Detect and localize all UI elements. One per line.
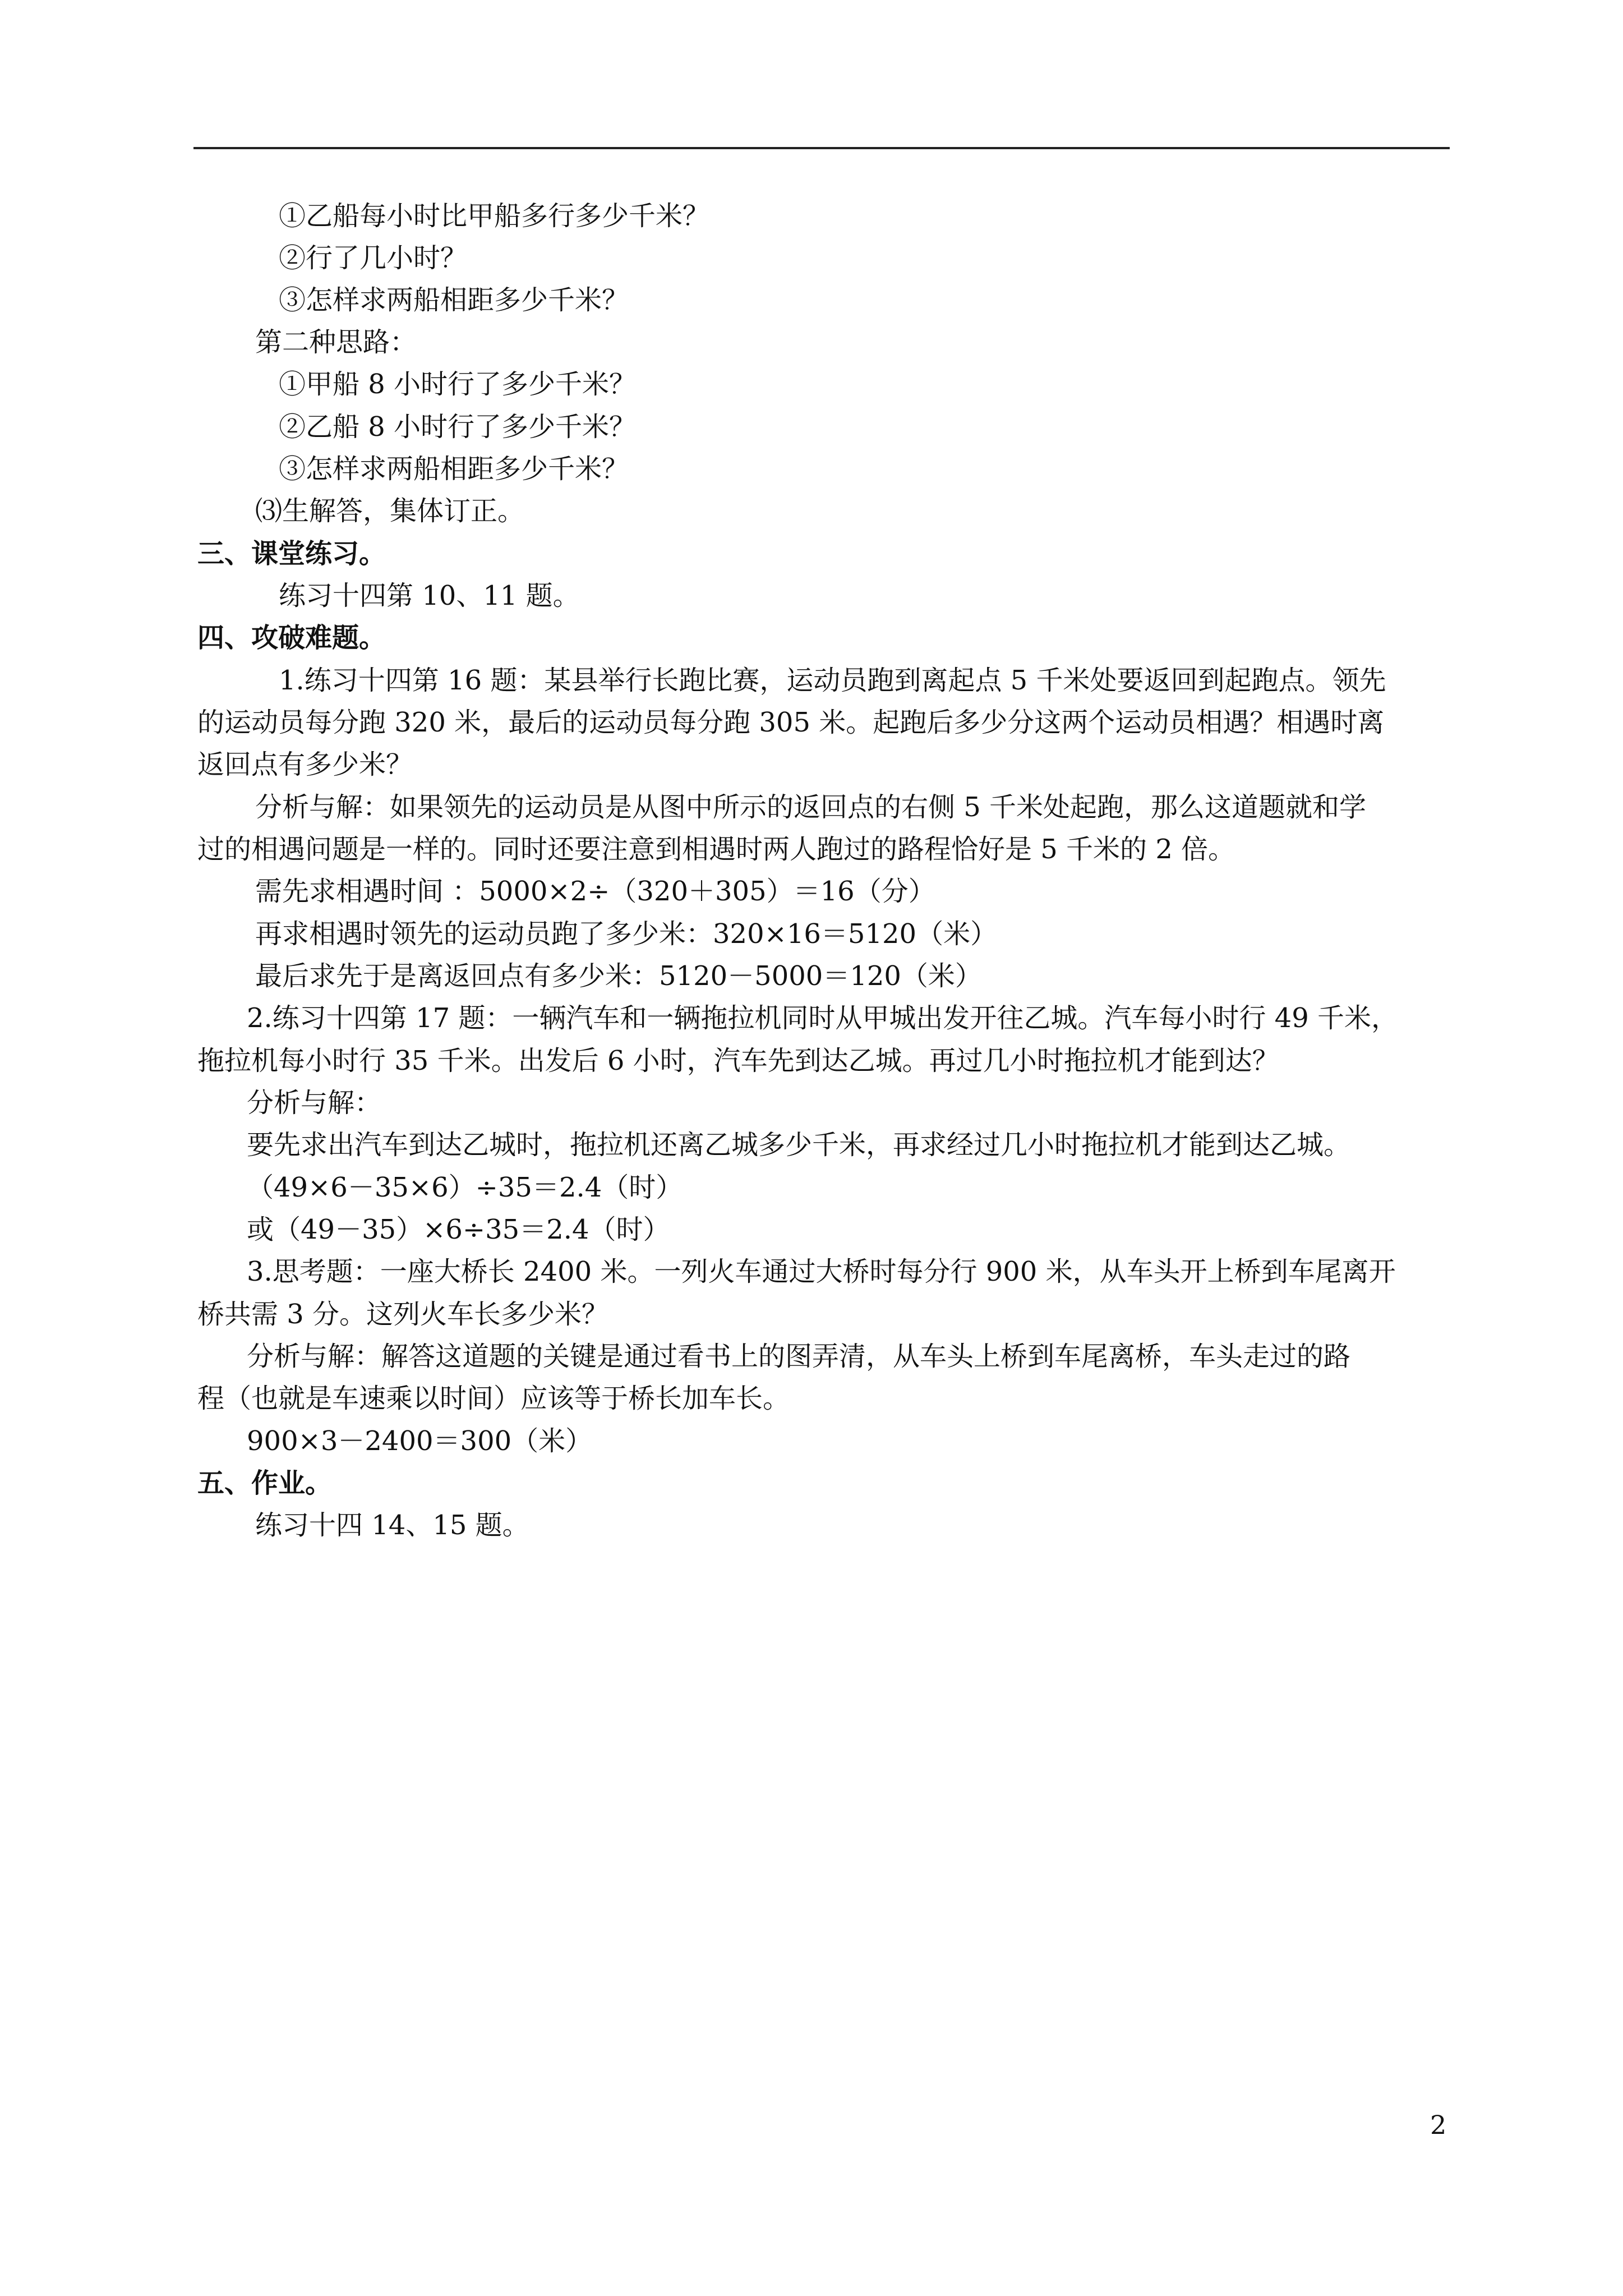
formula-line: 再求相遇时领先的运动员跑了多少米：320×16＝5120（米） bbox=[255, 918, 998, 950]
section-heading: 五、作业。 bbox=[197, 1467, 333, 1499]
text-line: 分析与解：如果领先的运动员是从图中所示的返回点的右侧 5 千米处起跑，那么这道题就和学 bbox=[255, 792, 1367, 823]
section-heading: 三、课堂练习。 bbox=[197, 538, 386, 569]
text-line: 过的相遇问题是一样的。同时还要注意到相遇时两人跑过的路程恰好是 5 千米的 2 倍。 bbox=[197, 834, 1235, 865]
text-line: ②乙船 8 小时行了多少千米？ bbox=[279, 411, 637, 443]
text-line: 返回点有多少米？ bbox=[197, 749, 413, 780]
text-line: 练习十四 14、15 题。 bbox=[255, 1510, 529, 1541]
formula-line: 900×3－2400＝300（米） bbox=[247, 1425, 593, 1457]
text-line: 分析与解： bbox=[247, 1087, 382, 1119]
page-number: 2 bbox=[1430, 2110, 1447, 2140]
text-line: 拖拉机每小时行 35 千米。出发后 6 小时，汽车先到达乙城。再过几小时拖拉机才能到达？ bbox=[197, 1045, 1279, 1076]
text-line: ①乙船每小时比甲船多行多少千米？ bbox=[279, 200, 710, 232]
text-line: 练习十四第 10、11 题。 bbox=[279, 580, 580, 611]
text-line: 2.练习十四第 17 题：一辆汽车和一辆拖拉机同时从甲城出发开往乙城。汽车每小时行 49 千米， bbox=[247, 1002, 1398, 1034]
formula-line: 或（49－35）×6÷35＝2.4（时） bbox=[247, 1214, 670, 1245]
text-line: ⑶生解答，集体订正。 bbox=[255, 495, 525, 527]
formula-line: 需先求相遇时间 ：5000×2÷（320＋305）＝16（分） bbox=[255, 876, 935, 907]
text-line: 的运动员每分跑 320 米，最后的运动员每分跑 305 米。起跑后多少分这两个运动员相遇？相遇时离 bbox=[197, 707, 1385, 738]
text-line: ③怎样求两船相距多少千米？ bbox=[279, 453, 629, 485]
text-line: 1.练习十四第 16 题：某县举行长跑比赛，运动员跑到离起点 5 千米处要返回到起跑点。领先 bbox=[279, 665, 1386, 696]
text-line: 要先求出汽车到达乙城时，拖拉机还离乙城多少千米，再求经过几小时拖拉机才能到达乙城。 bbox=[247, 1129, 1351, 1161]
formula-line: 最后求先于是离返回点有多少米：5120－5000＝120（米） bbox=[255, 960, 982, 992]
text-line: ①甲船 8 小时行了多少千米？ bbox=[279, 369, 637, 400]
header-rule bbox=[193, 147, 1450, 149]
text-line: 第二种思路： bbox=[255, 326, 417, 358]
text-line: ③怎样求两船相距多少千米？ bbox=[279, 284, 629, 316]
section-heading: 四、攻破难题。 bbox=[197, 622, 386, 654]
text-line: ②行了几小时？ bbox=[279, 242, 468, 274]
text-line: 桥共需 3 分。这列火车长多少米？ bbox=[197, 1299, 609, 1330]
text-line: 3.思考题：一座大桥长 2400 米。一列火车通过大桥时每分行 900 米，从车头开上桥到车尾离开 bbox=[247, 1256, 1396, 1287]
formula-line: （49×6－35×6）÷35＝2.4（时） bbox=[247, 1172, 683, 1203]
text-line: 程（也就是车速乘以时间）应该等于桥长加车长。 bbox=[197, 1383, 790, 1414]
text-line: 分析与解：解答这道题的关键是通过看书上的图弄清，从车头上桥到车尾离桥，车头走过的路 bbox=[247, 1341, 1351, 1372]
